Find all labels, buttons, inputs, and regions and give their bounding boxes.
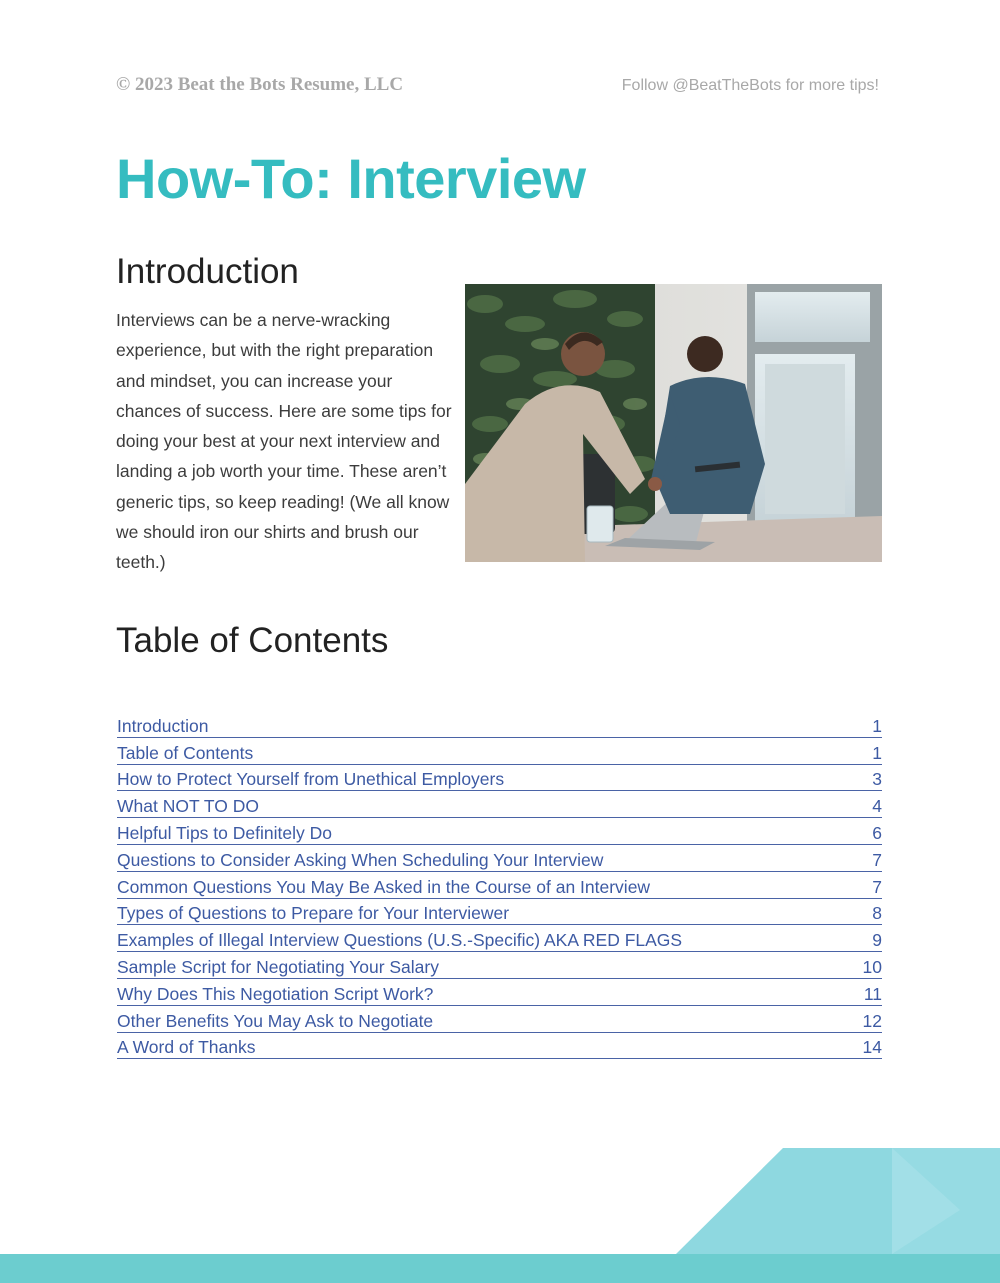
table-of-contents-heading: Table of Contents: [116, 621, 389, 660]
toc-entry-label[interactable]: Types of Questions to Prepare for Your Interviewer: [117, 903, 510, 924]
toc-entry-salary-script[interactable]: [117, 952, 882, 979]
toc-entry-questions-scheduling[interactable]: [117, 845, 882, 872]
copyright-notice: © 2023 Beat the Bots Resume, LLC: [116, 74, 404, 95]
toc-entry-page[interactable]: 14: [862, 1037, 882, 1058]
toc-entry-label[interactable]: Introduction: [117, 715, 209, 736]
introduction-text: Interviews can be a nerve-wracking experience, but with the right preparation and mindset, you can increase your chances of success. Here are some tips for doing your best at your next interview and landing a job worth your time. These aren’t generic tips, so keep reading! (We all know we should iron our shirts and brush our teeth.): [116, 310, 452, 573]
toc-entry-page[interactable]: 6: [872, 822, 882, 843]
page-title: How-To: Interview: [116, 147, 586, 210]
toc-entry-what-not-to-do[interactable]: [117, 791, 882, 818]
toc-entry-introduction[interactable]: [117, 711, 882, 738]
toc-entry-page[interactable]: 11: [863, 983, 882, 1004]
toc-entry-label[interactable]: Helpful Tips to Definitely Do: [117, 822, 332, 843]
handshake-photo: [465, 284, 882, 562]
toc-entry-label[interactable]: Why Does This Negotiation Script Work?: [117, 983, 434, 1004]
table-of-contents: [117, 711, 882, 1059]
toc-entry-page[interactable]: 10: [862, 956, 882, 977]
toc-entry-label[interactable]: What NOT TO DO: [117, 796, 259, 817]
toc-entry-table-of-contents[interactable]: [117, 738, 882, 765]
toc-entry-label[interactable]: Other Benefits You May Ask to Negotiate: [117, 1010, 434, 1031]
toc-entry-page[interactable]: 4: [872, 796, 882, 817]
toc-entry-protect-yourself[interactable]: [117, 765, 882, 792]
toc-entry-word-of-thanks[interactable]: [117, 1033, 882, 1060]
footer-decoration: [0, 1140, 1000, 1283]
toc-entry-label[interactable]: Sample Script for Negotiating Your Salary: [117, 956, 439, 977]
introduction-heading: Introduction: [116, 252, 299, 291]
toc-entry-label[interactable]: Examples of Illegal Interview Questions (U.S.-Specific) AKA RED FLAGS: [117, 930, 683, 951]
toc-entry-page[interactable]: 7: [872, 849, 882, 870]
toc-entry-label[interactable]: Questions to Consider Asking When Scheduling Your Interview: [117, 849, 604, 870]
toc-entry-illegal-questions[interactable]: [117, 925, 882, 952]
toc-entry-label[interactable]: Common Questions You May Be Asked in the Course of an Interview: [117, 876, 651, 897]
toc-entry-label[interactable]: A Word of Thanks: [117, 1037, 256, 1058]
toc-entry-other-benefits[interactable]: [117, 1006, 882, 1033]
toc-entry-types-of-questions[interactable]: [117, 899, 882, 926]
toc-entry-page[interactable]: 9: [872, 930, 882, 951]
toc-entry-label[interactable]: Table of Contents: [117, 742, 254, 763]
toc-entry-page[interactable]: 12: [862, 1010, 882, 1031]
toc-entry-page[interactable]: 8: [872, 903, 882, 924]
toc-entry-page[interactable]: 1: [872, 742, 882, 763]
toc-entry-page[interactable]: 7: [872, 876, 882, 897]
toc-entry-label[interactable]: How to Protect Yourself from Unethical Employers: [117, 769, 505, 790]
toc-entry-why-script-works[interactable]: [117, 979, 882, 1006]
footer-shape-triangle: [676, 1148, 783, 1254]
toc-entry-helpful-tips[interactable]: [117, 818, 882, 845]
toc-entry-page[interactable]: 3: [872, 769, 882, 790]
footer-band: [0, 1254, 1000, 1283]
toc-entry-common-questions[interactable]: [117, 872, 882, 899]
follow-note: Follow @BeatTheBots for more tips!: [621, 77, 879, 94]
toc-entry-page[interactable]: 1: [872, 715, 882, 736]
